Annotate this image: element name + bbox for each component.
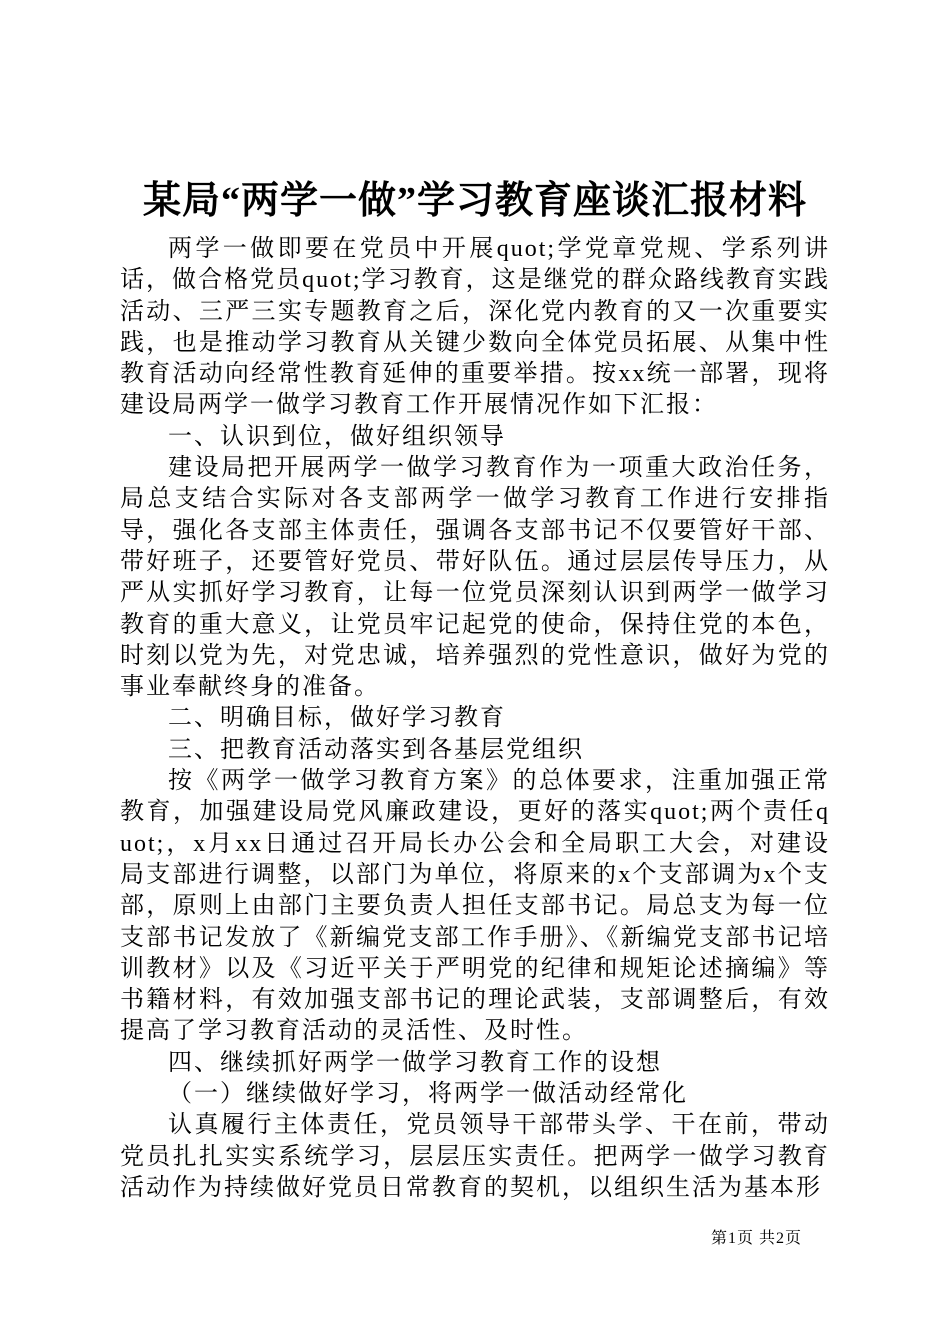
heading-section-1: 一、认识到位，做好组织领导 [168,423,506,450]
heading-section-2: 二、明确目标，做好学习教育 [168,705,506,732]
heading-section-4: 四、继续抓好两学一做学习教育工作的设想 [168,1049,662,1076]
document-body [120,234,830,1204]
document-title: 某局“两学一做”学习教育座谈汇报材料 [142,180,807,222]
heading-subsection-4-1: （一）继续做好学习，将两学一做活动经常化 [168,1081,688,1108]
page-footer [711,1225,802,1248]
heading-section-3: 三、把教育活动落实到各基层党组织 [168,736,584,763]
paragraph-section-4-body: 认真履行主体责任，党员领导干部带头学、干在前，带动党员扎扎实实系统学习，层层压实责任。把两学一做学习教育活动作为持续做好党员日常教育的契机，以组织生活为基本形 [120,1112,830,1201]
paragraph-section-3-body: 按《两学一做学习教育方案》的总体要求，注重加强正常教育，加强建设局党风廉政建设，更好的落实quot;两个责任quot;，x月xx日通过召开局长办公会和全局职工大会，对建设局支部进行调整，以部门为单位，将原来的x个支部调为x个支部，原则上由部门主要负责人担任支部书记。局总支为每一位支部书记发放了《新编党支部工作手册》、《新编党支部书记培训教材》以及《习近平关于严明党的纪律和规矩论述摘编》等书籍材料，有效加强支部书记的理论武装，支部调整后，有效提高了学习教育活动的灵活性、及时性。 [120,768,830,1045]
paragraph-intro: 两学一做即要在党员中开展quot;学党章党规、学系列讲话，做合格党员quot;学习教育，这是继党的群众路线教育实践活动、三严三实专题教育之后，深化党内教育的又一次重要实践，也是推动学习教育从关键少数向全体党员拓展、从集中性教育活动向经常性教育延伸的重要举措。按xx统一部署，现将建设局两学一做学习教育工作开展情况作如下汇报： [120,236,830,419]
page-number-label: 第1页 共2页 [710,1230,802,1247]
paragraph-section-1-body: 建设局把开展两学一做学习教育作为一项重大政治任务，局总支结合实际对各支部两学一做学习教育工作进行安排指导，强化各支部主体责任，强调各支部书记不仅要管好干部、带好班子，还要管好党员、带好队伍。通过层层传导压力，从严从实抓好学习教育，让每一位党员深刻认识到两学一做学习教育的重大意义，让党员牢记起党的使命，保持住党的本色，时刻以党为先，对党忠诚，培养强烈的党性意识，做好为党的事业奉献终身的准备。 [120,455,830,701]
